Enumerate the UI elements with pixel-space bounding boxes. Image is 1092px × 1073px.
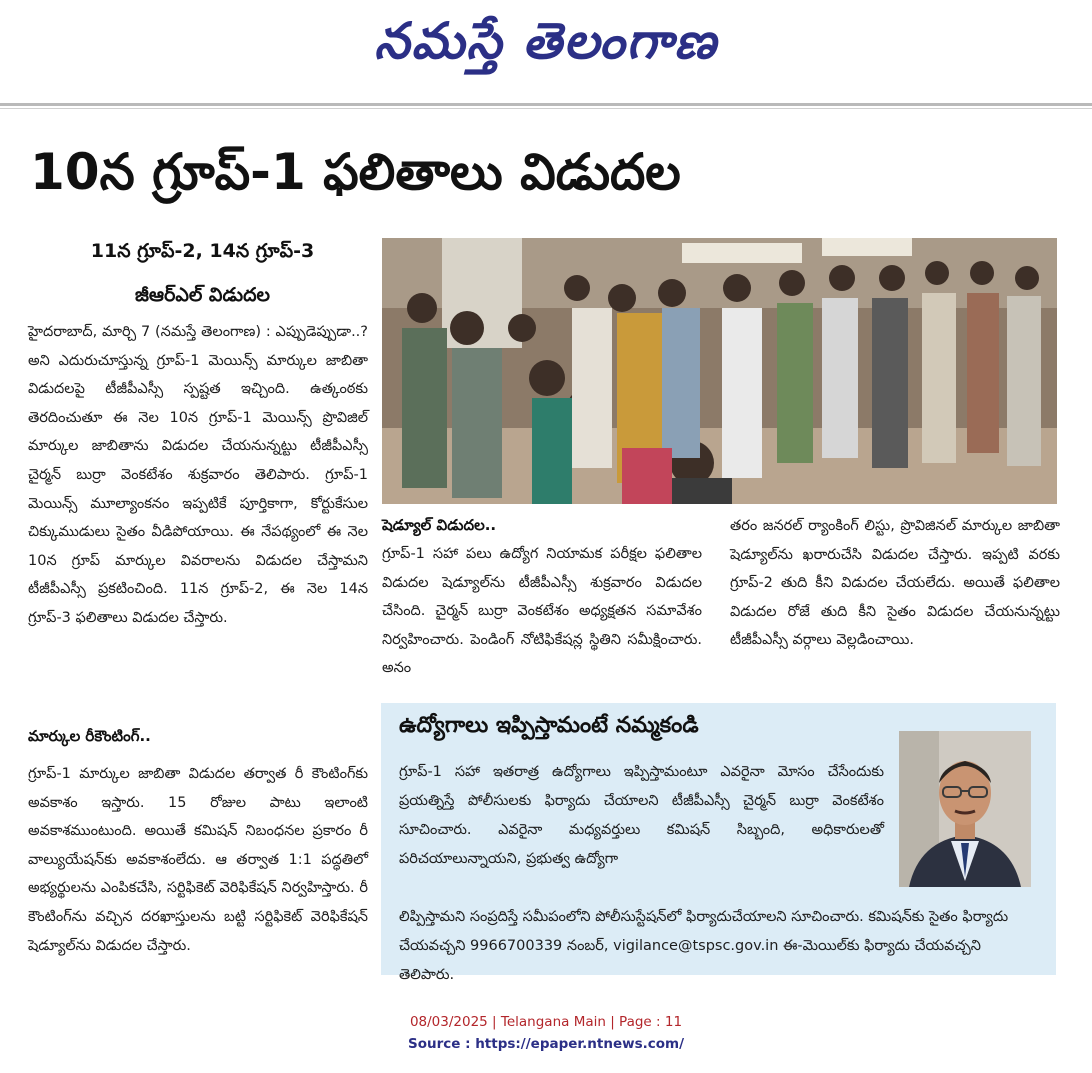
footer-source: Source : https://epaper.ntnews.com/ xyxy=(407,1036,685,1052)
recounting-paragraph: గ్రూప్-1 మార్కుల జాబితా విడుదల తర్వాత రీ కౌంటింగ్‌కు అవకాశం ఇస్తారు. 15 రోజుల పాటు ఇలాంటి అవకాశముంటుంది. అయితే కమిషన్ నిబంధనల ప్రకారం రీ వాల్యుయేషన్‌కు అవకాశంలేదు. ఆ తర్వాత 1:1 పద్ధతిలో అభ్యర్థులను ఎంపికచేసి, సర్టిఫికెట్ వెరిఫికేషన్ నిర్వహిస్తారు. రీ కౌంటింగ్‌ను వచ్చిన దరఖాస్తులను బట్టి సర్టిఫికెట్ వెరిఫికేషన్ షెడ్యూల్‌ను విడుదల చేస్తారు. xyxy=(28,766,368,954)
article-column-1-lower xyxy=(28,760,368,960)
masthead-rule-thin xyxy=(0,108,1092,109)
subhead-1: 11న గ్రూప్-2, 14న గ్రూప్-3 xyxy=(90,240,315,262)
section-heading-recounting: మార్కుల రీకౌంటింగ్.. xyxy=(28,727,151,745)
article-column-1 xyxy=(28,318,368,633)
section-heading-schedule: షెడ్యూల్ విడుదల.. xyxy=(382,516,497,534)
article-paragraph: హైదరాబాద్, మార్చి 7 (నమస్తే తెలంగాణ) : ఎప్పుడెప్పుడా..? అని ఎదురుచూస్తున్న గ్రూప్-1 మెయిన్స్ మార్కుల జాబితా విడుదలపై టీజీపీఎస్సీ స్పష్టత ఇచ్చింది. ఉత్కంఠకు తెరదించుతూ ఈ నెల 10న గ్రూప్-1 మెయిన్స్ ప్రొవిజిల్ మార్కుల జాబితాను విడుదల చేయనున్నట్టు టీజీపీఎస్సీ చైర్మన్ బుర్రా వెంకటేశం శుక్రవారం తెలిపారు. గ్రూప్-1 మెయిన్స్ మూల్యాంకనం ఇప్పటికే పూర్తికాగా, కోర్టుకేసుల చిక్కుముడులు సైతం వీడిపోయాయి. ఈ నేపథ్యంలో ఈ నెల 10న గ్రూప్ మార్కుల వివరాలను విడుదల చేస్తామని టీజీపీఎస్సీ ప్రకటించింది. 11న గ్రూప్-2, ఈ నెల 14న గ్రూప్-3 ఫలితాలు విడుదల చేస్తారు. xyxy=(28,324,368,626)
box-paragraph: గ్రూప్-1 సహా ఇతరాత్ర ఉద్యోగాలు ఇప్పిస్తామంటూ ఎవరైనా మోసం చేసేందుకు ప్రయత్నిస్తే పోలీసులకు ఫిర్యాదు చేయాలని టీజీపీఎస్సీ చైర్మన్ బుర్రా వెంకటేశం సూచించారు. ఎవరైనా మధ్యవర్తులు కమిషన్ సిబ్బంది, అధికారులతో పరిచయాలున్నాయని, ప్రభుత్వ ఉద్యోగా xyxy=(399,764,884,867)
schedule-paragraph: గ్రూప్-1 సహా పలు ఉద్యోగ నియామక పరీక్షల ఫలితాల విడుదల షెడ్యూల్‌ను టీజీపీఎస్సీ శుక్రవారం విడుదల చేసింది. చైర్మన్ బుర్రా వెంకటేశం అధ్యక్షతన సమావేశం నిర్వహించారు. పెండింగ్ నోటిఫికేషన్ల స్థితిని సమీక్షించారు. అనం xyxy=(382,546,702,677)
masthead-title: నమస్తే తెలంగాణ xyxy=(374,11,718,70)
news-photo xyxy=(382,238,1057,504)
box-title: ఉద్యోగాలు ఇప్పిస్తామంటే నమ్మకండి xyxy=(399,713,699,738)
sidebar-box xyxy=(381,703,1056,983)
chairman-portrait xyxy=(899,731,1031,887)
subhead-2: జీఆర్ఎల్ విడుదల xyxy=(135,284,270,306)
headline: 10న గ్రూప్-1 ఫలితాలు విడుదల xyxy=(30,143,681,201)
masthead xyxy=(0,6,1092,76)
masthead-rule xyxy=(0,103,1092,106)
article-column-3 xyxy=(730,512,1060,655)
article-column-2 xyxy=(382,540,702,683)
box-paragraph-continued: లిప్పిస్తామని సంప్రదిస్తే సమీపంలోని పోలీసుస్టేషన్‌లో ఫిర్యాదుచేయాలని సూచించారు. కమిషన్‌కు సైతం ఫిర్యాదు చేయవచ్చని 9966700339 నంబర్, vigilance@tspsc.gov.in ఈ-మెయిల్‌కు ఫిర్యాదు చేయవచ్చని తెలిపారు. xyxy=(399,909,1009,983)
ranking-paragraph: తరం జనరల్ ర్యాంకింగ్ లిస్టు, ప్రొవిజినల్ మార్కుల జాబితా షెడ్యూల్‌ను ఖరారుచేసి విడుదల చేస్తారు. ఇప్పటి వరకు గ్రూప్-2 తుది కీని విడుదల చేయలేదు. అయితే ఫలితాల విడుదల రోజే తుది కీని సైతం విడుదల చేయనున్నట్టు టీజీపీఎస్సీ వర్గాలు వెల్లడించాయి. xyxy=(730,518,1060,649)
footer-dateline: 08/03/2025 | Telangana Main | Page : 11 xyxy=(409,1014,683,1030)
